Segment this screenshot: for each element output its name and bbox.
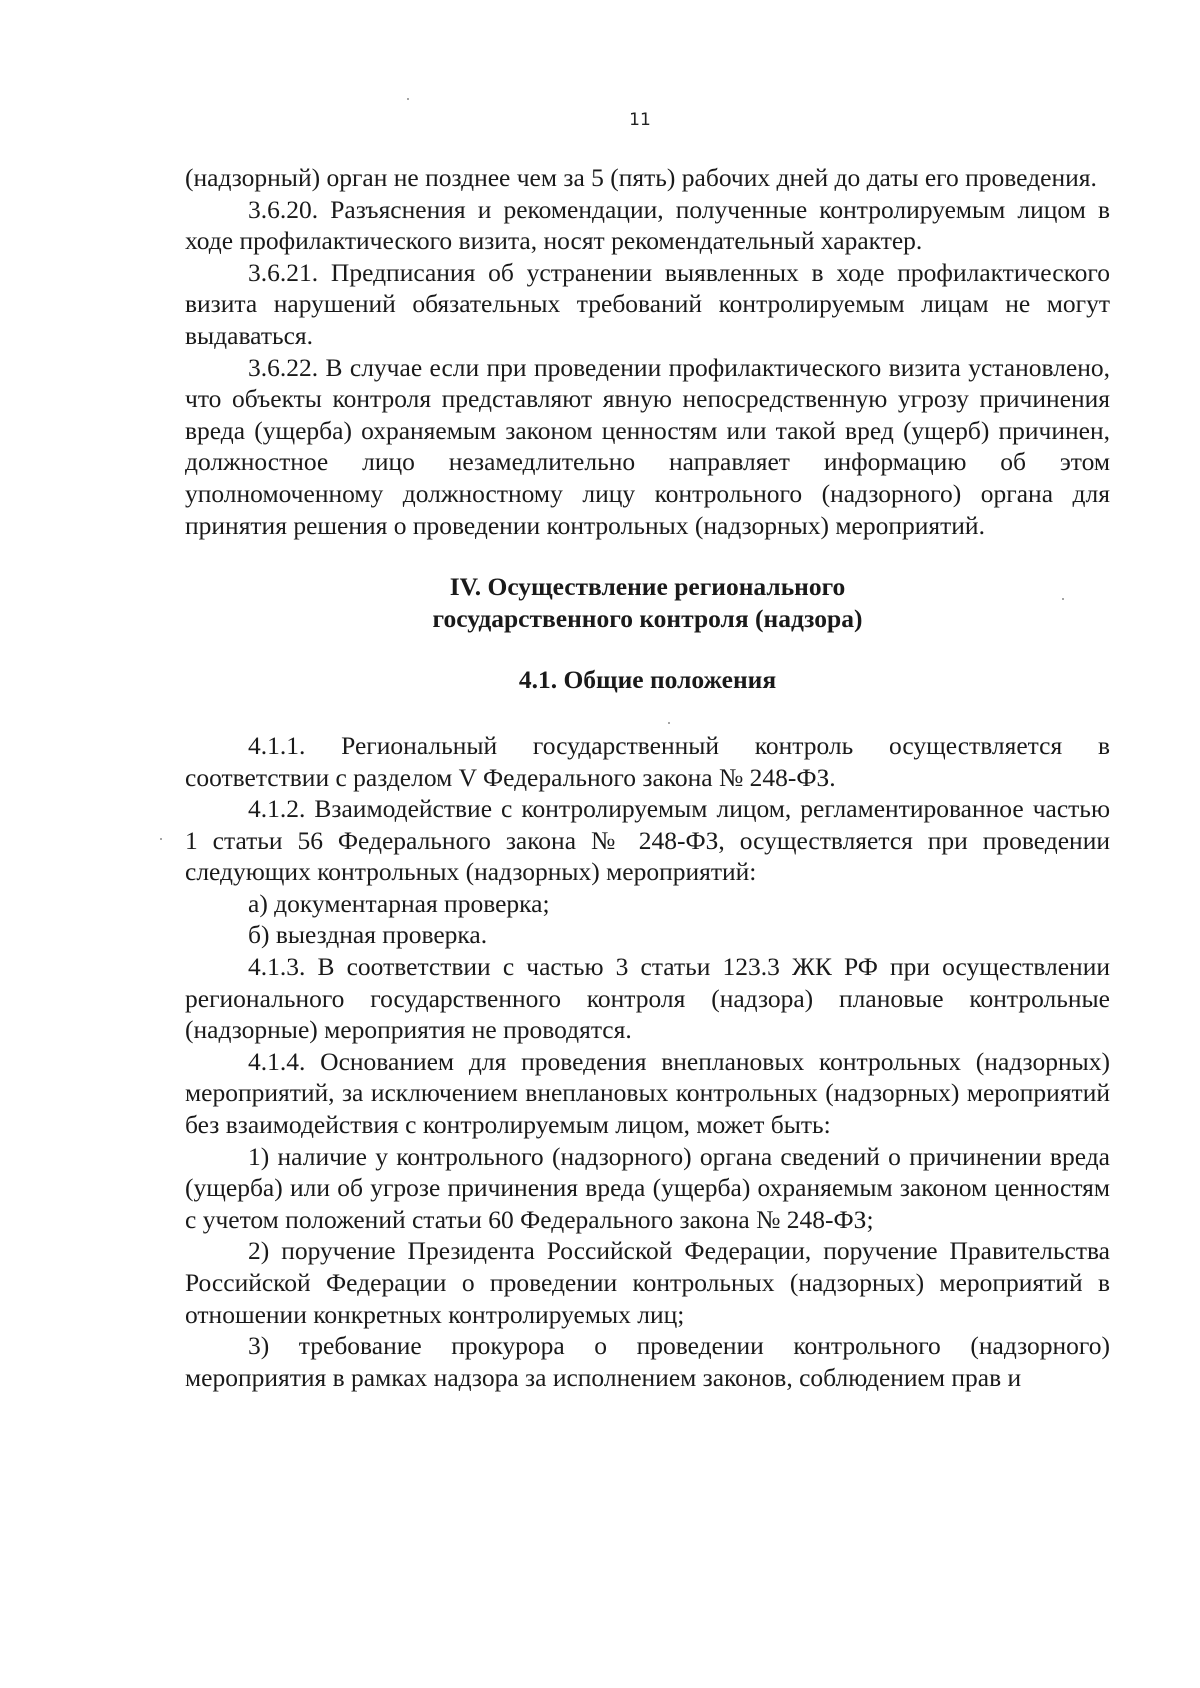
section-heading-line-1: IV. Осуществление регионального xyxy=(449,572,846,602)
list-item-1: 1) наличие у контрольного (надзорного) органа сведений о причинении вреда (ущерба) или об угрозе причинения вреда (ущерба) охраняемым законом ценностям с учетом положений статьи 60 Федерального закона № 248-ФЗ; xyxy=(185,1141,1110,1234)
paragraph-3-6-21: 3.6.21. Предписания об устранении выявленных в ходе профилактического визита нарушений обязательных требований контролируемым лицам не могут выдаваться. xyxy=(185,257,1110,350)
document-body xyxy=(185,162,1110,1393)
paragraph-4-1-2: 4.1.2. Взаимодействие с контролируемым лицом, регламентированное частью 1 статьи 56 Федерального закона № 248-ФЗ, осуществляется при проведении следующих контрольных (надзорных) мероприятий: xyxy=(185,794,1110,887)
spacer xyxy=(185,696,1110,730)
paragraph-4-1-3: 4.1.3. В соответствии с частью 3 статьи 123.3 ЖК РФ при осуществлении регионального государственного контроля (надзора) плановые контрольные (надзорные) мероприятия не проводятся. xyxy=(185,952,1110,1045)
paragraph-3-6-22: 3.6.22. В случае если при проведении профилактического визита установлено, что объекты контроля представляют явную непосредственную угрозу причинения вреда (ущерба) охраняемым законом ценностям или такой вред (ущерб) причинен, должностное лицо незамедлительно направляет информацию об этом уполномоченному должностному лицу контрольного (надзорного) органа для принятия решения о проведении контрольных (надзорных) мероприятий. xyxy=(185,352,1110,540)
spacer xyxy=(185,541,1110,571)
scan-speck xyxy=(668,722,670,724)
spacer xyxy=(185,634,1110,664)
list-item-b: б) выездная проверка. xyxy=(248,920,488,950)
paragraph-4-1-4: 4.1.4. Основанием для проведения внеплановых контрольных (надзорных) мероприятий, за исключением внеплановых контрольных (надзорных) мероприятий без взаимодействия с контролируемым лицом, может быть: xyxy=(185,1046,1110,1140)
subsection-heading: 4.1. Общие положения xyxy=(518,665,777,695)
paragraph-3-6-20: 3.6.20. Разъяснения и рекомендации, полученные контролируемым лицом в ходе профилактического визита, носят рекомендательный характер. xyxy=(185,194,1110,256)
scan-speck xyxy=(407,98,409,100)
scan-speck xyxy=(1062,598,1064,600)
list-item-3: 3) требование прокурора о проведении контрольного (надзорного) мероприятия в рамках надзора за исполнением законов, соблюдением прав и xyxy=(185,1331,1110,1392)
paragraph-4-1-1: 4.1.1. Региональный государственный контроль осуществляется в соответствии с разделом V Федерального закона № 248-ФЗ. xyxy=(185,730,1110,792)
list-item-2: 2) поручение Президента Российской Федерации, поручение Правительства Российской Федерации о проведении контрольных (надзорных) мероприятий в отношении конкретных контролируемых лиц; xyxy=(185,1236,1110,1329)
list-item-a: а) документарная проверка; xyxy=(248,888,550,918)
section-heading-line-2: государственного контроля (надзора) xyxy=(432,603,863,633)
paragraph-continuation: (надзорный) орган не позднее чем за 5 (пять) рабочих дней до даты его проведения. xyxy=(185,163,1097,192)
page-number: 11 xyxy=(629,110,651,130)
scan-speck xyxy=(160,838,162,840)
